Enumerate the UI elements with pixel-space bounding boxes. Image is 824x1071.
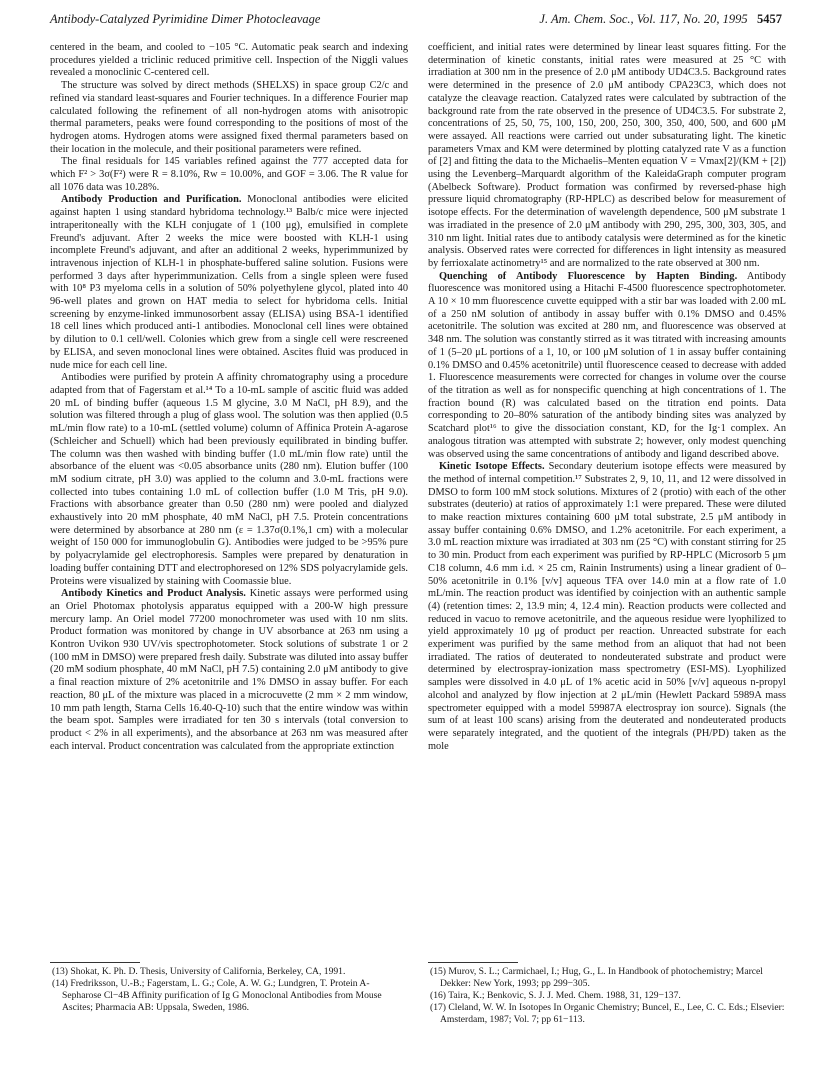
paragraph: [50, 588, 408, 753]
paragraph-text: Kinetic assays were performed using an Oriel Photomax photolysis apparatus equipped with a 200-W high pressure mercury lamp. An Oriel model 77200 monochrometer was used with 10 nm slits. Product formation was monitored by change in UV absorbance at 263 nm using a Kontron Uvikon 930 UV/vis spectrophotometer. Stock solutions of substrate 1 or 2 (100 mM in DMSO) were prepared fresh daily. Substrate was diluted into assay buffer (20 mM sodium phosphate, 40 mM NaCl, pH 7.5) containing 2.0 μM antibody to give a final reaction mixture of 2% acetonitrile and 1% DMSO in assay buffer. For each reaction, 80 μL of the mixture was placed in a microcuvette (2 mm × 2 mm window, 10 mm path length, Starna Cells 16.40-Q-10) such that the entire window was within the beam spot. Samples were irradiated for ten 30 s intervals (total conversion to product < 2% in all experiments), and the absorbance at 263 nm was measured after each interval. Product concentration was calculated from the appropriate extinction: [50, 588, 408, 752]
paragraph: [50, 372, 408, 588]
running-header: [50, 12, 782, 32]
paragraph-text: The final residuals for 145 variables refined against the 777 accepted data for which F² > 3σ(F²) were R = 8.10%, Rw = 10.00%, and GOF = 3.06. The R value for all 1076 data was 10.28%.: [50, 156, 408, 193]
paragraph-text: The structure was solved by direct methods (SHELXS) in space group C2/c and refined via standard least-squares and Fourier techniques. In a difference Fourier map calculated following the refinement of all non-hydrogen atoms with anisotropic thermal parameters, peaks were found corresponding to the positions of most of the hydrogen atoms. Hydrogen atoms were assigned fixed thermal parameters based on their location in the molecule, and their positional parameters were refined.: [50, 80, 408, 155]
run-in-heading: Kinetic Isotope Effects.: [439, 461, 545, 473]
footnotes-right: [428, 966, 786, 1026]
footnote: (15) Murov, S. L.; Carmichael, I.; Hug, G., L. In Handbook of photochemistry; Marcel Dekker: New York, 1993; pp 299−305.: [430, 966, 763, 989]
journal-name: J. Am. Chem. Soc., Vol. 117, No. 20, 1995: [539, 12, 748, 26]
footnotes-left: [50, 966, 408, 1014]
paragraph: [50, 42, 408, 80]
paragraph-text: Monoclonal antibodies were elicited against hapten 1 using standard hybridoma technology.¹³ Balb/c mice were injected intraperitoneally with the KLH conjugate of 1 (100 μg), emulsified in complete Freund's adjuvant. After 2 weeks the mice were boosted with KLH-1 using incomplete Freund's adjuvant, and after an additional 2 weeks, hyperimmunized by intravenous injection of KLH-1 in phosphate-buffered saline solution. Fusions were performed 3 days after hyperimmunization. Cells from a single spleen were fused with 10⁸ P3 myeloma cells in a solution of 50% polyethylene glycol, plated into 40 96-well plates and grown on HAT media to select for hybridoma cells. Initial screening by enzyme-linked immunosorbent assay (ELISA) using BSA-1 identified 18 cell lines which produced anti-1 antibodies. Monoclonal cell lines were obtained by dilution to 0.1 cell/well. Colonies which grew from a single cell were rescreened by ELISA, and seven monoclonal lines were obtained. Ascites fluid was produced in nude mice for each cell line.: [50, 194, 408, 371]
paragraph-text: centered in the beam, and cooled to −105 °C. Automatic peak search and indexing procedures yielded a triclinic reduced primitive cell. Inspection of the Niggli values revealed a monoclinic C-centered cell.: [50, 42, 408, 79]
paragraph: [428, 42, 786, 271]
paragraph-text: Secondary deuterium isotope effects were measured by the method of internal competition.¹⁷ Substrates 2, 9, 10, 11, and 12 were dissolved in DMSO to form 100 mM stock solutions. Mixtures of 2 (protio) with each of the other substrates (deuterio) at ratios of approximately 1:1 were prepared. These were diluted to make reaction mixtures containing 600 μM total substrate, 2.5 μM antibody in assay buffer containing 0.6% DMSO, and 1.2% acetonitrile. For each experiment, a 3.0 mL reaction mixture was irradiated at 303 nm (25 °C) with constant stirring for 25 to 30 min. Product from each experiment was purified by RP-HPLC (Microsorb 5 μm C18 column, 4.6 mm i.d. × 25 cm, Rainin Instruments) using a linear gradient of 0–50% acetonitrile in 0.1% [v/v] aqueous TFA over 14.0 min at a flow rate of 1.0 mL/min. The reaction product was identified by coinjection with an authentic sample (4) (retention times: 2, 13.9 min; 4, 12.4 min). Reaction products were collected and reduced in vacuo to remove acetonitrile, and the aqueous residue were lyophilized to yield approximately 10 μg of product per reaction. Unreacted substrate for each experiment was purified by the same method from an aliquot that had not been irradiated. The ratios of deuterated to nondeuterated substrate and product were determined by electrospray-ionization mass spectrometry (ESI-MS). Lyophilized samples were dissolved in 4.0 μL of 1% acetic acid in 50% [v/v] aqueous n-propyl alcohol and analyzed by flow injection at 2 μL/min (Hewlett Packard 5989A mass spectrometer equipped with a model 59987A electrospray ion source). Signals (the sum of at least 100 scans) arising from the deuterated and nondeuterated products were separately integrated, and the quotient of the integrals (PH/PD) taken as the mole: [428, 461, 786, 752]
right-text-column: [428, 42, 786, 753]
run-in-heading: Quenching of Antibody Fluorescence by Hapten Binding.: [439, 270, 738, 282]
footnote: (16) Taira, K.; Benkovic, S. J. J. Med. Chem. 1988, 31, 129−137.: [430, 990, 681, 1001]
run-in-heading: Antibody Kinetics and Product Analysis.: [61, 588, 246, 600]
paragraph: [428, 461, 786, 753]
run-in-heading: Antibody Production and Purification.: [61, 194, 242, 206]
paragraph: [50, 194, 408, 372]
footnote-rule-left: [50, 962, 140, 963]
paragraph: [428, 271, 786, 462]
paragraph-text: coefficient, and initial rates were determined by linear least squares fitting. For the determination of kinetic constants, initial rates were measured at 25 °C with irradiation at 300 nm in the presence of 2.0 μM antibody UD4C3.5. Background rates were determined in the presence of 2.0 μM antibody CPA23C3, which does not catalyze the cleavage reaction. Catalyzed rates were calculated by subtraction of the background rate from the rate observed in the presence of UD4C3.5. For substrate 2, concentrations of 25, 50, 75, 100, 150, 200, 250, 300, 350, 400, 500, and 600 μM were assayed. All reactions were carried out under subsaturating light. The kinetic parameters Vmax and KM were determined by plotting catalyzed rate V as a function of [2] and fitting the data to the Michaelis–Menten equation V = Vmax[2]/(KM + [2]) using the Levenberg–Marquardt algorithm of the KaleidaGraph computer program (Abelbeck Software). Product formation was confirmed by reversed-phase high pressure liquid chromatography (RP-HPLC) as described below for measurement of isotope effects. For the determination of wavelength dependence, 500 μM substrate 1 was irradiated in the presence of 2.0 μM antibody with 290, 295, 300, 303, 305, and 310 nm light. Initial rates due to antibody catalysis were determined as for the kinetic analysis. Observed rates were corrected for differences in light intensity as measured by ferrioxalate actinometry¹⁵ and are normalized to the rate observed at 300 nm.: [428, 42, 786, 269]
left-text-column: [50, 42, 408, 753]
footnote: (17) Cleland, W. W. In Isotopes In Organic Chemistry; Buncel, E., Lee, C. C. Eds.; Elsevier: Amsterdam, 1987; Vol. 7; pp 61−113.: [430, 1002, 785, 1025]
footnote-rule-right: [428, 962, 518, 963]
journal-citation: [539, 12, 782, 27]
paragraph-text: Antibody fluorescence was monitored using a Hitachi F-4500 fluorescence spectrophotometer. A 10 × 10 mm fluorescence cuvette equipped with a stir bar was loaded with 2.00 mL of a 250 nM solution of antibody in assay buffer with 0.1% DMSO and 0.45% acetonitrile. The solution was excited at 280 nm, and fluorescence was observed at 348 nm. The solution was constantly stirred as it was titrated with increasing amounts of 1 (5–20 μL portions of a 1, 10, or 100 μM solution of 1 in assay buffer containing 0.1% DMSO and 0.45% acetonitrile) until fluorescence ceased to decrease with added 1. Fluorescence measurements were corrected for changes in volume over the course of the titration as well as for nonspecific quenching at high concentrations of 1. The fraction bound (R) was calculated based on the titration end points. Data corresponding to 20–80% saturation of the antibody binding sites was analyzed by Scatchard plot¹⁶ to give the dissociation constant, KD, for the Ig·1 complex. An analogous titration was attempted with substrate 2; however, only modest quenching was observed using the same concentrations of antibody and ligand described above.: [428, 270, 787, 460]
paragraph-text: Antibodies were purified by protein A affinity chromatography using a procedure adapted from that of Fagerstam et al.¹⁴ To a 10-mL sample of ascitic fluid was added 20 mL of binding buffer (aqueous 1.5 M glycine, 3.0 M NaCl, pH 8.9), and the solution was filtered through a plug of glass wool. The solution was then applied (0.5 mL/min flow rate) to a 10-mL (settled volume) column of Affinica Protein A-agarose (Schleicher and Schuell) which had been previously equilibrated in binding buffer. The column was then washed with binding buffer (1.0 mL/min flow rate) until the absorbance of the eluent was <0.05 absorbance units (280 nm). Elution buffer (100 mM sodium citrate, pH 3.0) was applied to the column and 3.0-mL fractions were collected into tubes containing 1.0 mL of collection buffer (1.0 M Tris, pH 9.0). Fractions with absorbance greater than 0.50 (280 nm) were pooled and dialyzed exhaustively into 20 mM phosphate, 40 mM NaCl, pH 7.5. Protein concentrations were determined by absorbance at 280 nm (ε = 1.37σ(0.1%,1 cm) with a molecular weight of 150 000 for immunoglobulin G). Antibodies were judged to be >95% pure by polyacrylamide gel electrophoresis. Samples were prepared by denaturation in loading buffer containing DTT and electrophoresed on 12% SDS polyacrylamide gels. Proteins were visualized by staining with Coomassie blue.: [50, 372, 408, 587]
running-title: Antibody-Catalyzed Pyrimidine Dimer Photocleavage: [50, 12, 321, 26]
footnote: (13) Shokat, K. Ph. D. Thesis, University of California, Berkeley, CA, 1991.: [52, 966, 346, 977]
paragraph: [50, 156, 408, 194]
footnote: (14) Fredriksson, U.-B.; Fagerstam, L. G.; Cole, A. W. G.; Lundgren, T. Protein A-Sepharose Cl−4B Affinity purification of Ig G Monoclonal Antibodies from Mouse Ascites; Pharmacia AB: Uppsala, Sweden, 1986.: [52, 978, 382, 1013]
page-number: 5457: [757, 12, 782, 26]
paragraph: [50, 80, 408, 156]
